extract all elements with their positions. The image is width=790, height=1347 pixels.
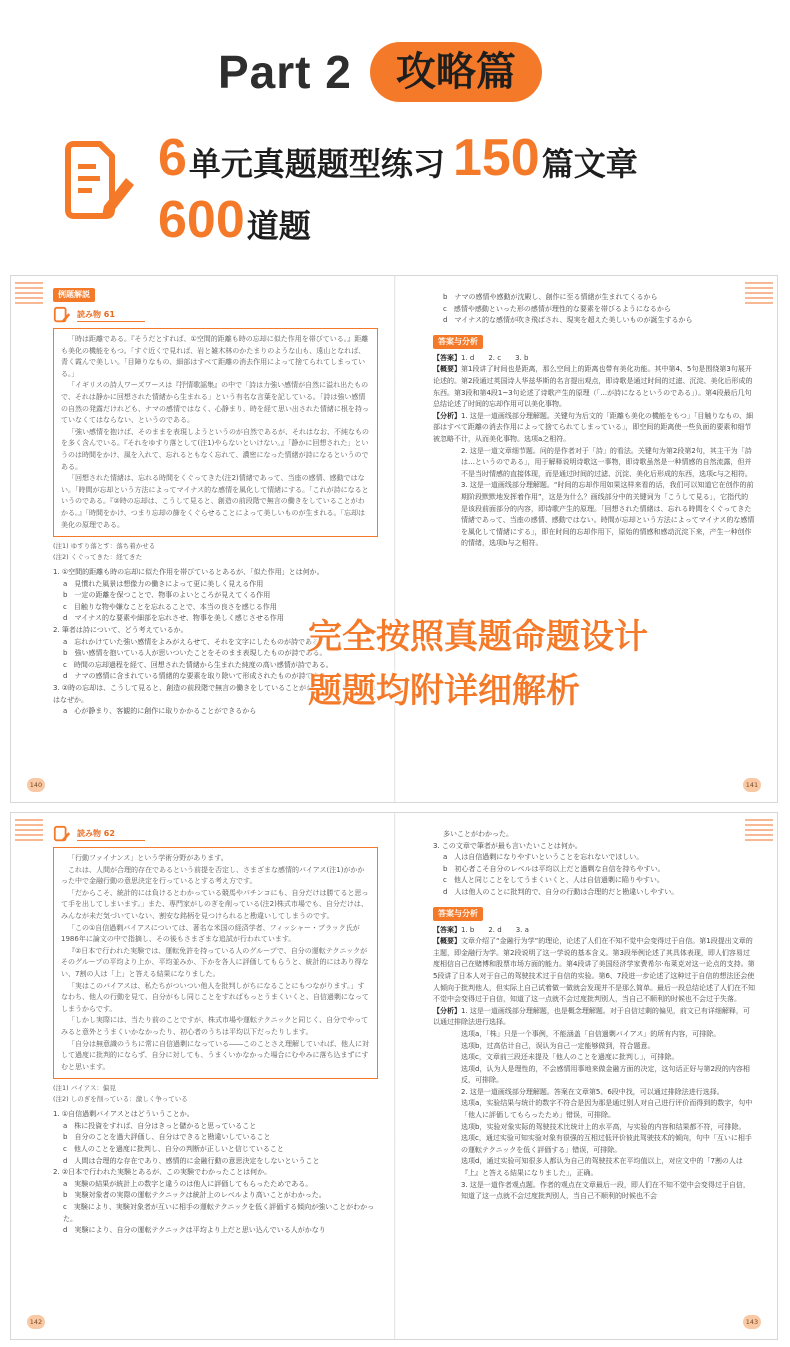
analysis-item: 2. 这是一道画线部分理解题。答案在文章第5、6段中找，可以通过排除法进行选择。	[461, 1087, 724, 1096]
articles-count: 150	[452, 129, 540, 187]
reading-label: 読み物 62	[77, 828, 145, 841]
answer-option: d マイナス的な感情が吹き飛ばされ、現実を超えた美しいものが誕生するから	[443, 316, 693, 325]
footnote: (注2) くぐってきた：経てきた	[53, 553, 143, 562]
analysis-item: 选项a，「株」只是一个事例，不能涵盖「自信過剰バイアス」的所有内容，可排除。	[461, 1029, 721, 1038]
question	[53, 1109, 378, 1237]
answer-option: b 実験対象者の実際の運転テクニックは統計上のレベルより高いことがわかった。	[63, 1191, 326, 1200]
reading-label: 読み物 61	[77, 309, 145, 322]
units-label: 单元真题题型练习	[188, 145, 445, 183]
question-stem: 2. ②日本で行われた実験とあるが、この実験でわかったことは何か。	[53, 1168, 272, 1177]
passage-paragraph: 『②日本で行われた実験では、運転免許を持っている人のグループで、自分の運転テクニックがそのグループの平均より上か、平均並みか、下かを各人に評価してもらうと、統計的にはあり得ない、7割の人は「上」と答える結果になりました。	[61, 946, 369, 978]
analysis-item: 选项d，通过实验可知很多人都认为自己的驾驶技术在平均值以上，对应文中的「7割の人は『上』と答える結果になりました」，正确。	[461, 1157, 743, 1178]
question-stem: 3. この文章で筆者が最も言いたいことは何か。	[433, 841, 582, 850]
analysis-item: 1. 这是一道画线部分理解题，也是概念理解题。对于自信过剩的偏见，前文已有详细解释，可以通过排除法进行选择。	[433, 1006, 750, 1027]
passage-paragraph: 「この①自信過剰バイアスについては、著名な米国の経済学者、フィッシャー・ブラック氏が1986年に論文の中で指摘し、その後もさまざまな追試が行われています。	[61, 923, 360, 944]
reading-heading	[53, 825, 378, 843]
answer-option: c 他人のことを過度に批判し、自分の判断が正しいと信じていること	[63, 1145, 284, 1154]
answer-option: b 強い感情を抱いている人が思いついたことをそのまま表現したものが詩である。	[63, 649, 327, 658]
analysis-item: 选项a，实验结果与统计的数字不符合是因为那是通过别人对自己进行评价而得到的数字，句中「他人に評価してもらったため」错误，可排除。	[461, 1099, 753, 1120]
question-stem: 1. ①自信過剰バイアスとはどういうことか。	[53, 1110, 194, 1119]
analysis-item: 3. 这是一道作者观点题。作者的观点在文章最后一段，即人们在不知不觉中会变得过于自信，知道了这一点就不会过度批判别人，当自己不顺利的时候也不会	[461, 1180, 750, 1201]
analysis-item: 2. 这是一道文章细节题。问的是作者对于「詩」的看法。关键句为第2段第2句，其主干为「詩は…というのである」，用于解释说明诗歌这一事物，即诗歌虽然是一种情感的自然流露，但并不是当时情感的直接体现，而是通过时间的过滤、沉淀、美化后形成的东西，选项c与之相符。	[461, 446, 752, 478]
questions-count: 600	[158, 191, 245, 249]
answer-option: b ナマの感情や感動が沈殿し、創作に至る情緒が生まれてくるから	[443, 293, 658, 301]
answer-option: a 忘れかけていた強い感情をよみがえらせて、それを文字にしたものが詩である。	[63, 637, 326, 646]
promo-header	[0, 0, 790, 270]
question-continued	[433, 292, 755, 327]
page-number: 141	[743, 778, 761, 792]
answer-option: c 目触りな物や嫌なことを忘れることで、本当の良さを感じる作用	[63, 602, 277, 611]
page-number: 142	[27, 1315, 45, 1329]
passage-paragraph: 「イギリスの詩人ワーズワースは『抒情歌謡集』の中で「詩は力強い感情が自然に溢れ出たもので、それは静かに回想された情緒から生まれる」という有名な言葉を記している。「詩は強い感情の自然の発露だけれども、ナマの感情ではなく、心静まり、時を経て思い出された情緒に根を持っていなくてはならない、というのである。	[61, 381, 369, 425]
answer-analysis-tag: 答案与分析	[433, 335, 483, 349]
footnote: (注2) しのぎを削っている：激しく争っている	[53, 1095, 188, 1104]
answer-option: a 人は自信過剰になりやすいということを忘れないでほしい。	[443, 853, 644, 862]
document-pencil-icon	[60, 140, 138, 224]
overlay-line-2: 题题均附详细解析	[308, 671, 580, 711]
answer-option: c 感情や感動といった形の感情が理性的な要素を帯びるようになるから	[443, 304, 671, 313]
analysis-item: 1. 这是一道画线部分理解题。关键句为后文的「距離も美化の機能をもつ」「目触りなもの、細部はすべて距離の消去作用によって捨てられてしまっている」，即空间的距离使一些负面的要素和细节被忽略不计，从而美化事物。选项a之相符。	[433, 411, 754, 443]
question-stem: 1. ①空間的距離も時の忘却に似た作用を帯びているとあるが、「似た作用」とは何か。	[53, 568, 324, 577]
headline-row-1	[158, 128, 646, 188]
answer-label: 【答案】	[433, 925, 461, 934]
question-stem: 3. ②時の忘却は、こうして見ると、創造の前段階で無言の働きをしていることがわかるとあるが、それはなぜか。	[53, 684, 377, 704]
document-pencil-icon	[53, 306, 71, 324]
answer-option: d 人は他人のことに批判的で、自分の行動は合理的だと勘違いしやすい。	[443, 887, 679, 896]
answer-option: b 自分のことを過大評価し、自分はできると勘違いしていること	[63, 1133, 271, 1142]
answer-option: d 実験により、自分の運転テクニックは平均より上だと思い込んでいる人がかなり	[63, 1226, 326, 1235]
document-pencil-icon	[53, 825, 71, 843]
corner-decoration	[15, 819, 43, 841]
overlay-line-1: 完全按照真题命题设计	[308, 617, 648, 657]
summary-text: 第1段讲了时间也是距离，那么空间上的距离也带有美化功能。其中第4、5句是围绕第3句展开论述的。第2段通过英国诗人华兹华斯的名言提出观点，即诗歌是通过时间的过滤、沉淀、美化后形成的东西。第3段和第4段1~3句论述了诗歌产生的原理（「…が詩になるというのである」）。第4段最后几句总结论述了时间的忘却作用可以美化事物。	[433, 365, 753, 409]
passage-paragraph: 「だからこそ、統計的には負けるとわかっている競馬やパチンコにも、自分だけは勝てると思って手を出してしまいます。」また、専門家がしのぎを削っている(注2)株式市場でも、自分だけは、みんなが未だ気づいていない、割安な銘柄を見つけられると勘違いしてしまうのです。	[61, 888, 369, 920]
footnote: (注1) バイアス：偏見	[53, 1084, 116, 1093]
analysis-item: 选项b，过高估计自己，误认为自己一定能够做到，符合题意。	[461, 1041, 655, 1050]
example-tag: 例题解説	[53, 288, 95, 302]
book-spread-2	[10, 812, 778, 1340]
answer-option: d マイナス的な要素や細部を忘れさせ、物事を美しく感じさせる作用	[63, 614, 284, 623]
analysis-item: 3. 这是一道画线部分理解题。“时间的忘却作用如果这样来看的话，我们可以知道它在创作的前期阶段默默地发挥着作用”，这是为什么？画线部分中的关键词为「こうして見る」，它指代的是该段前面部分的内容，即诗歌产生的原理。「回想された情緒は、忘れる時間をくぐってきた情緒であって、当座の感情、感動ではない。時間が忘却という方法によってマイナス的な感情を風化して情緒にする」，即在时间的忘却作用下，原始的情感和感动沉淀下来，产生一种创作的情绪，选项b与之相符。	[461, 481, 755, 548]
answer-option: c 実験により、実験対象者が互いに相手の運転テクニックを低く評価する傾向が強いことがわかった。	[63, 1203, 375, 1223]
reading-passage	[53, 847, 378, 1079]
answer-option: b 初心者こそ自分のレベルは平均以上だと過剰な自信を持ちやすい。	[443, 864, 665, 873]
summary-text: 文章介绍了“金融行为学”的理论，论述了人们在不知不觉中会变得过于自信。第1段提出文章的主题，即金融行为学。第2段说明了这一学说的基本含义。第3段举例论述了其具体表现，即人们容易过度相信自己在赌博和股票市场方面的能力。第4段讲了美国经济学家费希尔·布莱克对这一论点的支持。第5段讲了日本人对于自己的驾驶技术过于自信的实验。第6、7段进一步论述了这种过于自信的想法还会使人倾向于批判他人，但实际上自己试着做一做就会发现并不是那么简单。最后一段总结论述了人们在不知不觉中会变得过于自信，知道了这一点就不会过度批判别人，当自己不顺利的时候也不会过于失落。	[433, 937, 755, 1004]
page-142	[53, 825, 378, 1327]
analysis-item: 选项c，通过实验可知实验对象有很强的互相过低评价彼此驾驶技术的倾向，句中「互いに相手の運転テクニックを低く評価する」错误，可排除。	[461, 1134, 752, 1154]
passage-paragraph: 「時は距離である。『そうだとすれば、①空間的距離も時の忘却に似た作用を帯びている。』距離も美化の機能をもつ。「すぐ近くで見れば、岩と雑木林のかたまりのような山も、遠山となれば、青く霞んで美しい。「目障りなもの、細部はすべて距離の消去作用によって捨てられてしまっている。」	[61, 335, 369, 378]
articles-label: 篇文章	[541, 145, 638, 183]
part-title: Part 2	[218, 46, 352, 98]
corner-decoration	[15, 282, 43, 304]
analysis-item: 选项c，文章前三段还未提及「他人のことを過度に批判し」，可排除。	[461, 1053, 679, 1062]
footnote: (注1) ゆすり落とす：落ち着かせる	[53, 542, 156, 551]
units-count: 6	[158, 129, 187, 187]
answer-label: 【答案】	[433, 353, 461, 362]
passage-paragraph: 「強い感情を抱けば、そのままを表現しようというのが自然であるが、それはなお、不純なものを多く含んでいる。『それをゆすり落として(注1)やらないといけない。』「静かに回想された」というのは時間をかけ、風を入れて、忘れるともなく忘れて、濃密になった情緒が詩になるというのである。	[61, 427, 369, 471]
passage-paragraph: 「行動ファイナンス」という学術分野があります。	[68, 854, 228, 862]
page-gutter	[394, 813, 396, 1339]
analysis-item: 选项b，实验对象实际的驾驶技术比统计上的水平高，与实验的内容和结果都不符，可排除。	[461, 1122, 746, 1131]
part-heading	[218, 42, 542, 102]
answer-text: 1. b 2. d 3. a	[461, 925, 529, 934]
reading-heading	[53, 306, 378, 324]
answer-option: a 見慣れた風景は想像力の働きによって更に美しく見える作用	[63, 579, 264, 588]
page-143	[433, 825, 755, 1327]
page-number: 143	[743, 1315, 761, 1329]
passage-paragraph: 「自分は無意識のうちに常に自信過剰になっている――このことさえ理解していれば、他人に対して過度に批判的にならず、自分に対しても、うまくいかなかった場合にむやみに落ち込まずにすむと思います。	[61, 1039, 369, 1071]
question-stem: 2. 筆者は詩について、どう考えているか。	[53, 626, 188, 635]
question-continuation: 多いことがわかった。	[443, 830, 513, 838]
answer-option: b 一定の距離を保つことで、物事のよいところが見えてくる作用	[63, 591, 271, 600]
question-continued	[433, 829, 755, 899]
passage-paragraph: 「回想された情緒は、忘れる時間をくぐってきた(注2)情緒であって、当座の感情、感動ではない。「時間が忘却という方法によってマイナス的な感情を風化して情緒にする。「これが詩になるというのである。『②時の忘却は、こうして見ると、創造の前段階で無言の働きをしていることがわかる。』「時間をかけ、つまり忘却の篩をくぐらせることによって美しいものが生まれる。「忘却は美化の原理である。	[61, 474, 369, 529]
summary-label: 【概要】	[433, 937, 461, 946]
reading-passage	[53, 328, 378, 537]
page-gutter	[394, 276, 396, 802]
answer-option: d 人間は合理的な存在であり、感情的に金融行動の意思決定をしないということ	[63, 1156, 320, 1165]
answer-analysis	[433, 925, 755, 1203]
answer-option: a 実験の結果が統計上の数字と違うのは他人に評価してもらったためである。	[63, 1179, 313, 1188]
part-badge: 攻略篇	[370, 42, 542, 102]
passage-paragraph: 「しかし実際には、当たり前のことですが、株式市場や運転テクニックと同じく、自分でやってみると意外とうまくいかなかったり、初心者のうちは平均以下だったりします。	[61, 1016, 369, 1036]
page-number: 140	[27, 778, 45, 792]
answer-text: 1. d 2. c 3. b	[461, 353, 529, 362]
answer-option: a 心が静まり、客観的に創作に取りかかることができるから	[63, 707, 257, 716]
questions-label: 道题	[246, 207, 311, 245]
answer-option: a 株に投資をすれば、自分はきっと儲かると思っていること	[63, 1121, 257, 1130]
answer-option: c 時間の忘却過程を経て、回想された情緒から生まれた純度の高い感情が詩である。	[63, 660, 333, 669]
analysis-item: 选项d，认为人是理性的，不会感情用事地来做金融方面的决定，这句话正好与第2段的内容相反，可排除。	[461, 1064, 750, 1085]
answer-analysis	[433, 353, 755, 550]
analysis-label: 【分析】	[433, 1006, 461, 1015]
passage-paragraph: 「実はこのバイアスは、私たちがついつい他人を批判しがちになることにもつながります。」すなわち、他人の行動を見て、自分がもし同じことをすればもっとうまくいくと、自信過剰になってしまうからです。	[61, 981, 369, 1013]
answer-analysis-tag: 答案与分析	[433, 907, 483, 921]
book-spread-1	[10, 275, 778, 803]
headline-row-2	[158, 190, 319, 250]
answer-option: c 他人と同じことをしてうまくいくと、人は自信過剰に陥りやすい。	[443, 876, 664, 885]
passage-paragraph: これは、人間が合理的存在であるという前提を否定し、さまざまな感情的バイアス(注1)がかかった中で金融行動の意思決定を行っているとする考え方です。	[61, 865, 365, 886]
feature-overlay	[308, 610, 648, 718]
answer-option: d ナマの感情に含まれている情緒的な要素を取り除いて形成されたものが詩である。	[63, 672, 334, 681]
analysis-label: 【分析】	[433, 411, 461, 420]
summary-label: 【概要】	[433, 365, 461, 374]
